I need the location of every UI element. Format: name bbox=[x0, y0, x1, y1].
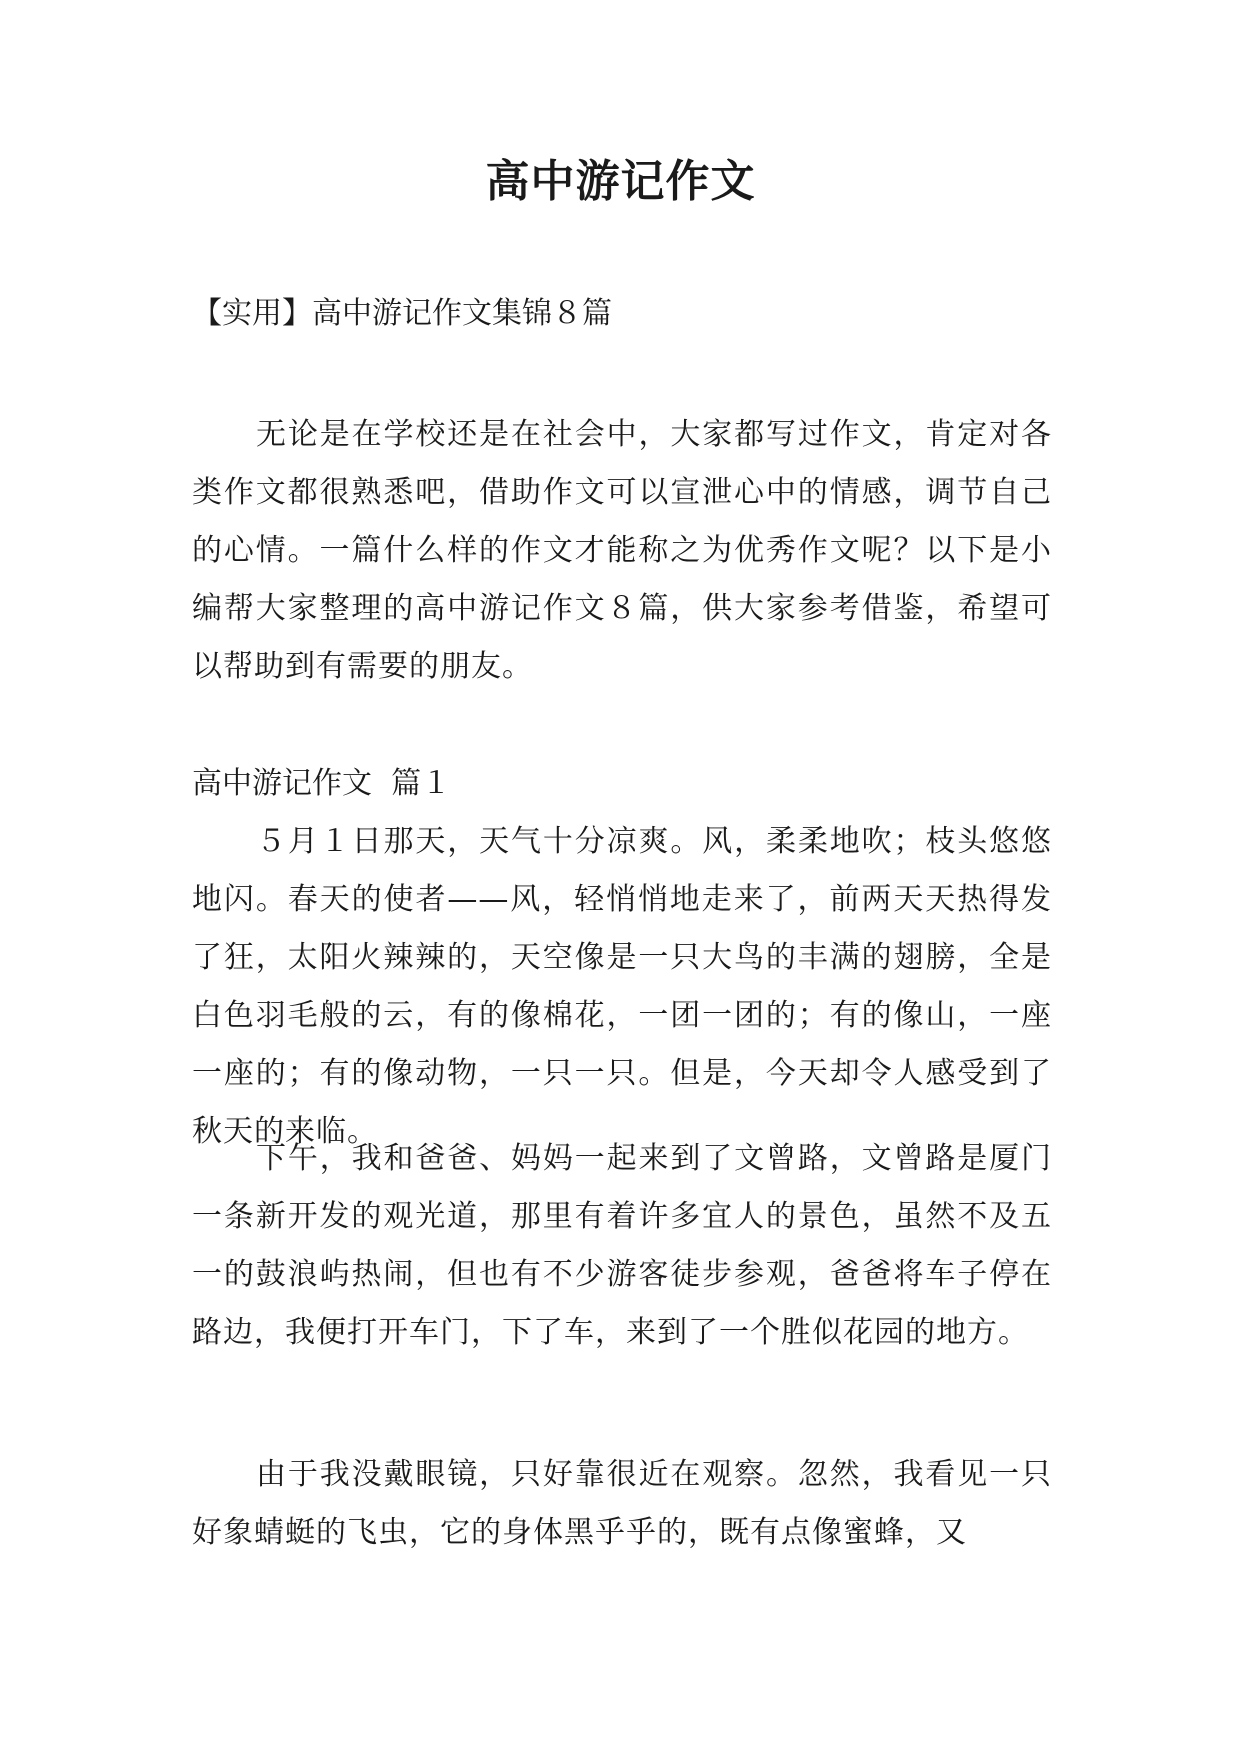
body-paragraph: ５月１日那天，天气十分凉爽。风，柔柔地吹；枝头悠悠地闪。春天的使者——风，轻悄悄地走来了，前两天天热得发了狂，太阳火辣辣的，天空像是一只大鸟的丰满的翅膀，全是白色羽毛般的云，有的像棉花，一团一团的；有的像山，一座一座的；有的像动物，一只一只。但是，今天却令人感受到了秋天的来临。 bbox=[192, 824, 1052, 1149]
section-heading: 高中游记作文 篇１ bbox=[192, 766, 452, 801]
body-paragraph: 下午，我和爸爸、妈妈一起来到了文曾路，文曾路是厦门一条新开发的观光道，那里有着许多宜人的景色，虽然不及五一的鼓浪屿热闹，但也有不少游客徒步参观，爸爸将车子停在路边，我便打开车门，下了车，来到了一个胜似花园的地方。 bbox=[192, 1141, 1052, 1350]
document-subtitle: 【实用】高中游记作文集锦８篇 bbox=[192, 296, 612, 331]
intro-paragraph: 无论是在学校还是在社会中，大家都写过作文，肯定对各类作文都很熟悉吧，借助作文可以宣泄心中的情感，调节自己的心情。一篇什么样的作文才能称之为优秀作文呢？以下是小编帮大家整理的高中游记作文８篇，供大家参考借鉴，希望可以帮助到有需要的朋友。 bbox=[192, 417, 1052, 684]
body-paragraph: 由于我没戴眼镜，只好靠很近在观察。忽然，我看见一只好象蜻蜓的飞虫，它的身体黑乎乎的，既有点像蜜蜂，又 bbox=[192, 1457, 1052, 1550]
document-title: 高中游记作文 bbox=[485, 156, 756, 207]
